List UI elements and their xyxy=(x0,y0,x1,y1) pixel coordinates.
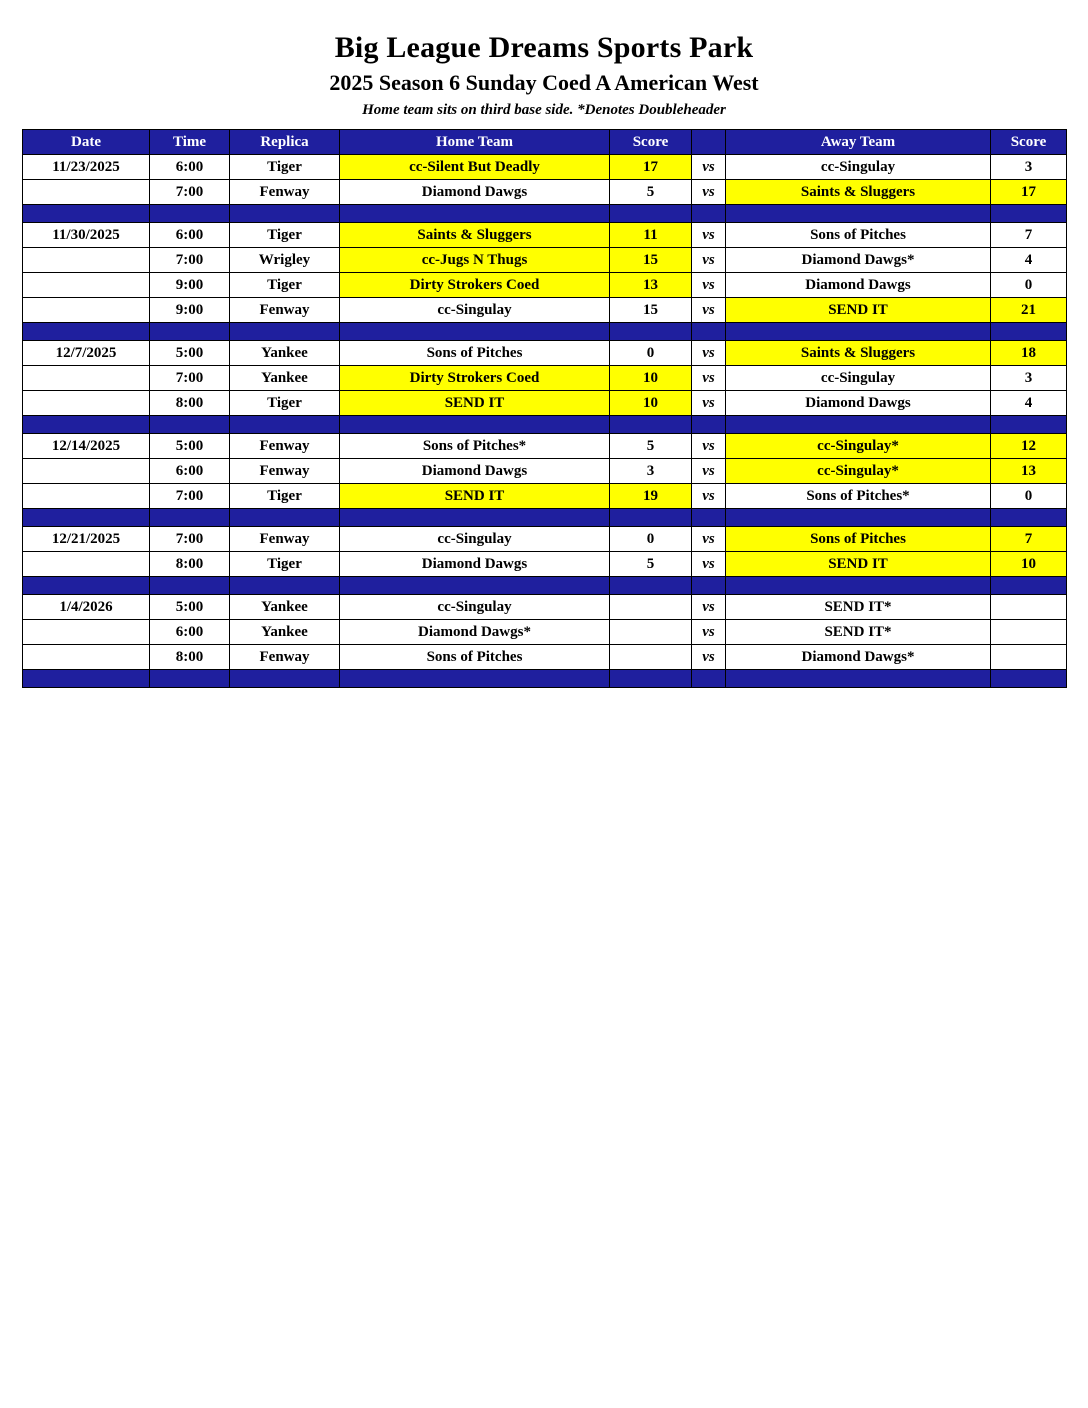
cell-home-score xyxy=(610,620,692,645)
table-row xyxy=(23,620,1067,645)
table-body xyxy=(23,155,1067,688)
cell-away-score: 21 xyxy=(991,298,1067,323)
cell-replica: Tiger xyxy=(230,484,340,509)
spacer-cell xyxy=(340,416,610,434)
table-row xyxy=(23,391,1067,416)
cell-home-team: cc-Singulay xyxy=(340,527,610,552)
cell-away-team: Saints & Sluggers xyxy=(726,341,991,366)
cell-time: 6:00 xyxy=(150,620,230,645)
table-spacer-row xyxy=(23,323,1067,341)
cell-away-team: Sons of Pitches* xyxy=(726,484,991,509)
cell-home-team: Sons of Pitches* xyxy=(340,434,610,459)
cell-date: 12/7/2025 xyxy=(23,341,150,366)
cell-vs: vs xyxy=(692,595,726,620)
spacer-cell xyxy=(340,577,610,595)
cell-time: 8:00 xyxy=(150,391,230,416)
cell-time: 9:00 xyxy=(150,273,230,298)
cell-away-score: 0 xyxy=(991,484,1067,509)
spacer-cell xyxy=(230,509,340,527)
cell-vs: vs xyxy=(692,484,726,509)
cell-away-team: Saints & Sluggers xyxy=(726,180,991,205)
cell-home-team: Diamond Dawgs xyxy=(340,459,610,484)
cell-away-score: 4 xyxy=(991,248,1067,273)
cell-home-team: SEND IT xyxy=(340,484,610,509)
cell-away-score xyxy=(991,620,1067,645)
cell-away-score xyxy=(991,645,1067,670)
cell-date xyxy=(23,484,150,509)
cell-away-score: 13 xyxy=(991,459,1067,484)
schedule-table xyxy=(22,129,1067,688)
spacer-cell xyxy=(991,509,1067,527)
table-header xyxy=(23,130,1067,155)
spacer-cell xyxy=(23,205,150,223)
spacer-cell xyxy=(610,577,692,595)
cell-vs: vs xyxy=(692,273,726,298)
spacer-cell xyxy=(726,670,991,688)
cell-date xyxy=(23,459,150,484)
cell-vs: vs xyxy=(692,155,726,180)
cell-home-team: Saints & Sluggers xyxy=(340,223,610,248)
cell-replica: Fenway xyxy=(230,434,340,459)
cell-home-team: cc-Jugs N Thugs xyxy=(340,248,610,273)
spacer-cell xyxy=(726,509,991,527)
cell-replica: Tiger xyxy=(230,391,340,416)
cell-home-score: 13 xyxy=(610,273,692,298)
spacer-cell xyxy=(610,670,692,688)
cell-vs: vs xyxy=(692,620,726,645)
cell-home-score xyxy=(610,645,692,670)
cell-away-team: Diamond Dawgs* xyxy=(726,248,991,273)
spacer-cell xyxy=(692,205,726,223)
cell-time: 9:00 xyxy=(150,298,230,323)
spacer-cell xyxy=(610,205,692,223)
table-spacer-row xyxy=(23,577,1067,595)
cell-date xyxy=(23,391,150,416)
cell-replica: Yankee xyxy=(230,366,340,391)
cell-time: 6:00 xyxy=(150,459,230,484)
cell-home-score: 0 xyxy=(610,527,692,552)
cell-date xyxy=(23,298,150,323)
cell-vs: vs xyxy=(692,459,726,484)
cell-vs: vs xyxy=(692,645,726,670)
spacer-cell xyxy=(230,416,340,434)
cell-replica: Tiger xyxy=(230,155,340,180)
cell-date xyxy=(23,620,150,645)
cell-away-score: 4 xyxy=(991,391,1067,416)
table-spacer-row xyxy=(23,509,1067,527)
cell-home-score xyxy=(610,595,692,620)
cell-away-team: cc-Singulay xyxy=(726,155,991,180)
cell-vs: vs xyxy=(692,341,726,366)
cell-home-team: Dirty Strokers Coed xyxy=(340,366,610,391)
spacer-cell xyxy=(23,323,150,341)
spacer-cell xyxy=(150,670,230,688)
cell-vs: vs xyxy=(692,434,726,459)
spacer-cell xyxy=(150,577,230,595)
table-row xyxy=(23,223,1067,248)
cell-away-score: 3 xyxy=(991,155,1067,180)
cell-time: 6:00 xyxy=(150,223,230,248)
cell-date xyxy=(23,366,150,391)
cell-home-score: 5 xyxy=(610,434,692,459)
cell-date: 11/30/2025 xyxy=(23,223,150,248)
cell-home-score: 5 xyxy=(610,552,692,577)
table-row xyxy=(23,552,1067,577)
cell-away-score: 0 xyxy=(991,273,1067,298)
table-row xyxy=(23,341,1067,366)
cell-home-score: 0 xyxy=(610,341,692,366)
cell-time: 8:00 xyxy=(150,645,230,670)
cell-date: 1/4/2026 xyxy=(23,595,150,620)
spacer-cell xyxy=(230,670,340,688)
page-subtitle: 2025 Season 6 Sunday Coed A American West xyxy=(329,70,759,95)
table-row xyxy=(23,595,1067,620)
cell-time: 7:00 xyxy=(150,180,230,205)
cell-away-team: SEND IT xyxy=(726,298,991,323)
cell-date xyxy=(23,248,150,273)
table-row xyxy=(23,645,1067,670)
cell-replica: Tiger xyxy=(230,223,340,248)
cell-away-score: 17 xyxy=(991,180,1067,205)
table-row xyxy=(23,180,1067,205)
cell-replica: Yankee xyxy=(230,595,340,620)
cell-vs: vs xyxy=(692,527,726,552)
cell-vs: vs xyxy=(692,223,726,248)
cell-vs: vs xyxy=(692,248,726,273)
cell-time: 6:00 xyxy=(150,155,230,180)
column-header-home-team: Home Team xyxy=(340,130,610,155)
cell-home-team: Diamond Dawgs xyxy=(340,180,610,205)
spacer-cell xyxy=(692,670,726,688)
column-header-time: Time xyxy=(150,130,230,155)
spacer-cell xyxy=(23,670,150,688)
cell-home-team: Sons of Pitches xyxy=(340,341,610,366)
cell-vs: vs xyxy=(692,552,726,577)
cell-date: 11/23/2025 xyxy=(23,155,150,180)
spacer-cell xyxy=(610,323,692,341)
cell-time: 7:00 xyxy=(150,484,230,509)
cell-time: 8:00 xyxy=(150,552,230,577)
spacer-cell xyxy=(610,509,692,527)
table-spacer-row xyxy=(23,670,1067,688)
cell-away-score: 3 xyxy=(991,366,1067,391)
spacer-cell xyxy=(726,577,991,595)
cell-away-team: cc-Singulay* xyxy=(726,434,991,459)
cell-away-team: Sons of Pitches xyxy=(726,527,991,552)
table-row xyxy=(23,459,1067,484)
cell-time: 5:00 xyxy=(150,341,230,366)
cell-home-score: 3 xyxy=(610,459,692,484)
cell-replica: Fenway xyxy=(230,527,340,552)
cell-replica: Yankee xyxy=(230,620,340,645)
spacer-cell xyxy=(692,509,726,527)
cell-date: 12/14/2025 xyxy=(23,434,150,459)
cell-replica: Fenway xyxy=(230,459,340,484)
cell-home-score: 10 xyxy=(610,391,692,416)
spacer-cell xyxy=(692,577,726,595)
cell-away-team: cc-Singulay xyxy=(726,366,991,391)
spacer-cell xyxy=(610,416,692,434)
cell-away-team: SEND IT xyxy=(726,552,991,577)
spacer-cell xyxy=(150,509,230,527)
cell-date xyxy=(23,645,150,670)
cell-date xyxy=(23,552,150,577)
table-row xyxy=(23,366,1067,391)
cell-away-team: cc-Singulay* xyxy=(726,459,991,484)
cell-home-team: Sons of Pitches xyxy=(340,645,610,670)
spacer-cell xyxy=(726,323,991,341)
spacer-cell xyxy=(230,205,340,223)
table-row xyxy=(23,484,1067,509)
cell-away-score: 7 xyxy=(991,527,1067,552)
cell-away-team: SEND IT* xyxy=(726,620,991,645)
spacer-cell xyxy=(991,577,1067,595)
cell-home-team: SEND IT xyxy=(340,391,610,416)
cell-away-team: Sons of Pitches xyxy=(726,223,991,248)
cell-away-team: SEND IT* xyxy=(726,595,991,620)
cell-home-team: Diamond Dawgs* xyxy=(340,620,610,645)
cell-vs: vs xyxy=(692,298,726,323)
cell-replica: Tiger xyxy=(230,552,340,577)
spacer-cell xyxy=(991,323,1067,341)
cell-vs: vs xyxy=(692,391,726,416)
table-header-row xyxy=(23,130,1067,155)
cell-replica: Tiger xyxy=(230,273,340,298)
cell-date xyxy=(23,273,150,298)
table-row xyxy=(23,527,1067,552)
cell-away-team: Diamond Dawgs* xyxy=(726,645,991,670)
cell-home-score: 10 xyxy=(610,366,692,391)
table-spacer-row xyxy=(23,416,1067,434)
spacer-cell xyxy=(23,509,150,527)
column-header-home-score: Score xyxy=(610,130,692,155)
spacer-cell xyxy=(150,205,230,223)
spacer-cell xyxy=(991,205,1067,223)
cell-time: 7:00 xyxy=(150,366,230,391)
cell-date: 12/21/2025 xyxy=(23,527,150,552)
table-row xyxy=(23,273,1067,298)
spacer-cell xyxy=(340,509,610,527)
cell-away-team: Diamond Dawgs xyxy=(726,273,991,298)
cell-replica: Fenway xyxy=(230,645,340,670)
cell-home-team: Dirty Strokers Coed xyxy=(340,273,610,298)
table-row xyxy=(23,248,1067,273)
spacer-cell xyxy=(340,670,610,688)
spacer-cell xyxy=(230,577,340,595)
cell-away-score: 18 xyxy=(991,341,1067,366)
spacer-cell xyxy=(230,323,340,341)
cell-home-score: 5 xyxy=(610,180,692,205)
page-note: Home team sits on third base side. *Denotes Doubleheader xyxy=(362,102,726,119)
spacer-cell xyxy=(991,416,1067,434)
cell-away-score xyxy=(991,595,1067,620)
cell-home-score: 15 xyxy=(610,248,692,273)
column-header-vs xyxy=(692,130,726,155)
cell-date xyxy=(23,180,150,205)
spacer-cell xyxy=(23,577,150,595)
spacer-cell xyxy=(991,670,1067,688)
cell-home-team: cc-Silent But Deadly xyxy=(340,155,610,180)
column-header-away-team: Away Team xyxy=(726,130,991,155)
spacer-cell xyxy=(340,323,610,341)
cell-time: 7:00 xyxy=(150,527,230,552)
cell-away-score: 12 xyxy=(991,434,1067,459)
table-row xyxy=(23,434,1067,459)
spacer-cell xyxy=(150,416,230,434)
cell-replica: Yankee xyxy=(230,341,340,366)
cell-replica: Wrigley xyxy=(230,248,340,273)
cell-time: 5:00 xyxy=(150,595,230,620)
spacer-cell xyxy=(692,323,726,341)
cell-home-score: 11 xyxy=(610,223,692,248)
table-spacer-row xyxy=(23,205,1067,223)
cell-home-team: cc-Singulay xyxy=(340,595,610,620)
cell-vs: vs xyxy=(692,366,726,391)
spacer-cell xyxy=(150,323,230,341)
cell-home-score: 17 xyxy=(610,155,692,180)
spacer-cell xyxy=(726,205,991,223)
table-row xyxy=(23,155,1067,180)
cell-away-team: Diamond Dawgs xyxy=(726,391,991,416)
cell-away-score: 10 xyxy=(991,552,1067,577)
column-header-replica: Replica xyxy=(230,130,340,155)
cell-home-score: 19 xyxy=(610,484,692,509)
cell-time: 7:00 xyxy=(150,248,230,273)
cell-replica: Fenway xyxy=(230,298,340,323)
spacer-cell xyxy=(692,416,726,434)
page-title: Big League Dreams Sports Park xyxy=(334,31,754,64)
cell-home-score: 15 xyxy=(610,298,692,323)
cell-away-score: 7 xyxy=(991,223,1067,248)
column-header-date: Date xyxy=(23,130,150,155)
cell-home-team: cc-Singulay xyxy=(340,298,610,323)
spacer-cell xyxy=(23,416,150,434)
cell-home-team: Diamond Dawgs xyxy=(340,552,610,577)
cell-time: 5:00 xyxy=(150,434,230,459)
table-row xyxy=(23,298,1067,323)
spacer-cell xyxy=(726,416,991,434)
cell-replica: Fenway xyxy=(230,180,340,205)
cell-vs: vs xyxy=(692,180,726,205)
column-header-away-score: Score xyxy=(991,130,1067,155)
spacer-cell xyxy=(340,205,610,223)
